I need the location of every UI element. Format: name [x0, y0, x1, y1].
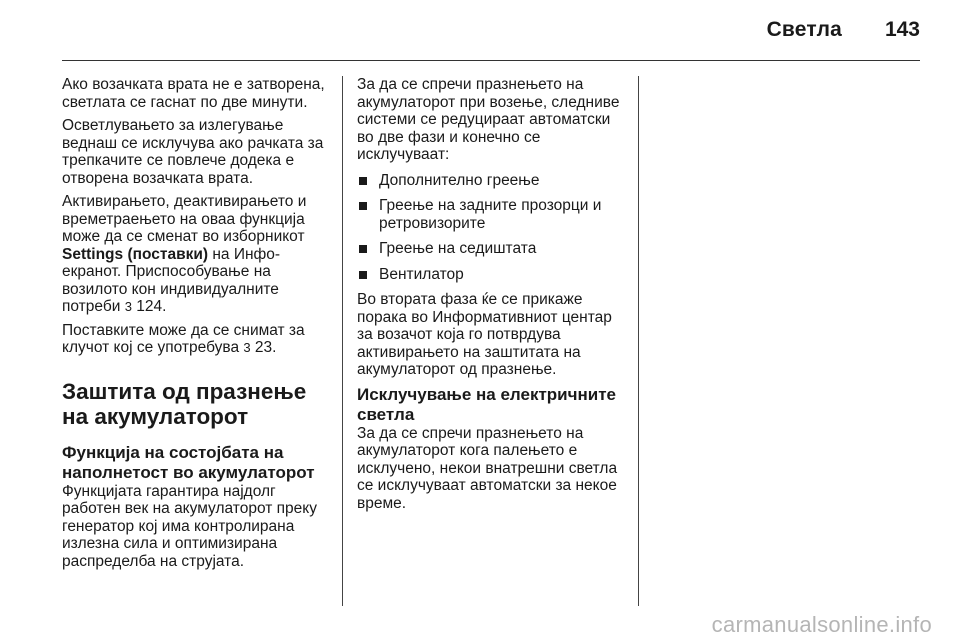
list-item — [357, 197, 627, 232]
list-item-text: Греење на задните прозорци и ретровизорите — [379, 197, 602, 232]
paragraph: За да се спречи празнењето на акумулаторот при возење, следниве системи се редуцираат автоматски во две фази и конечно се исклучуваат: — [357, 76, 620, 163]
list-item-text: Вентилатор — [379, 265, 464, 283]
list-item — [357, 240, 627, 258]
paragraph — [62, 193, 330, 316]
column-divider — [342, 76, 343, 606]
menu-name: Settings (поставки) — [62, 245, 209, 263]
column-middle — [357, 76, 627, 518]
watermark: carmanualsonline.info — [711, 612, 932, 637]
paragraph-text: Поставките може да се снимат за клучот кој се употребува — [62, 321, 305, 356]
bullet-square-icon — [359, 177, 367, 185]
header-divider — [62, 60, 920, 61]
list-item-text: Греење на седиштата — [379, 240, 537, 257]
page-header — [0, 0, 960, 62]
bullet-square-icon — [359, 245, 367, 253]
bullet-square-icon — [359, 271, 367, 279]
page-ref-arrow-icon: 3 — [124, 299, 132, 314]
page-ref: 23. — [250, 339, 277, 356]
paragraph-text: на Инфо-екранот. Приспособување на возилото кон индивидуалните потреби — [62, 245, 281, 315]
chapter-title: Светла — [766, 18, 842, 41]
list-item — [357, 172, 627, 190]
list-item-text: Дополнително греење — [379, 171, 540, 189]
list-item — [357, 266, 627, 284]
paragraph: Функцијата гарантира најдолг работен век на акумулаторот преку генератор кој има контролирана излезна сила и оптимизирана распределба на струјата. — [62, 482, 317, 570]
page-number: 143 — [884, 18, 920, 41]
paragraph-text: Активирањето, деактивирањето и времетраењето на оваа функција може да се сменат во изборникот — [62, 193, 307, 245]
paragraph: Во втората фаза ќе се прикаже порака во Информативниот центар за возачот која го потврдува активирањето на заштитата на акумулаторот од празнење. — [357, 291, 612, 378]
column-divider — [638, 76, 639, 606]
section-heading: Заштита од празнење на акумулаторот — [62, 378, 307, 429]
paragraph — [62, 322, 330, 357]
subsection-heading: Исклучување на електричните светла — [357, 384, 616, 424]
paragraph: Осветлувањето за излегување веднаш се исклучува ако рачката за трепкачите се повлече додека е отворена возачката врата. — [62, 117, 324, 187]
page-ref: 124. — [131, 298, 167, 315]
paragraph: За да се спречи празнењето на акумулаторот кога палењето е исклучено, некои внатрешни светла се исклучуваат автоматски за некое време. — [357, 424, 618, 512]
page-ref-arrow-icon: 3 — [243, 340, 251, 355]
subsection-heading: Функција на состојбата на наполнетост во акумулаторот — [62, 442, 315, 482]
paragraph: Ако возачката врата не е затворена, светлата се гаснат по две минути. — [62, 76, 325, 111]
column-left — [62, 76, 330, 576]
bullet-list — [357, 172, 627, 284]
bullet-square-icon — [359, 202, 367, 210]
